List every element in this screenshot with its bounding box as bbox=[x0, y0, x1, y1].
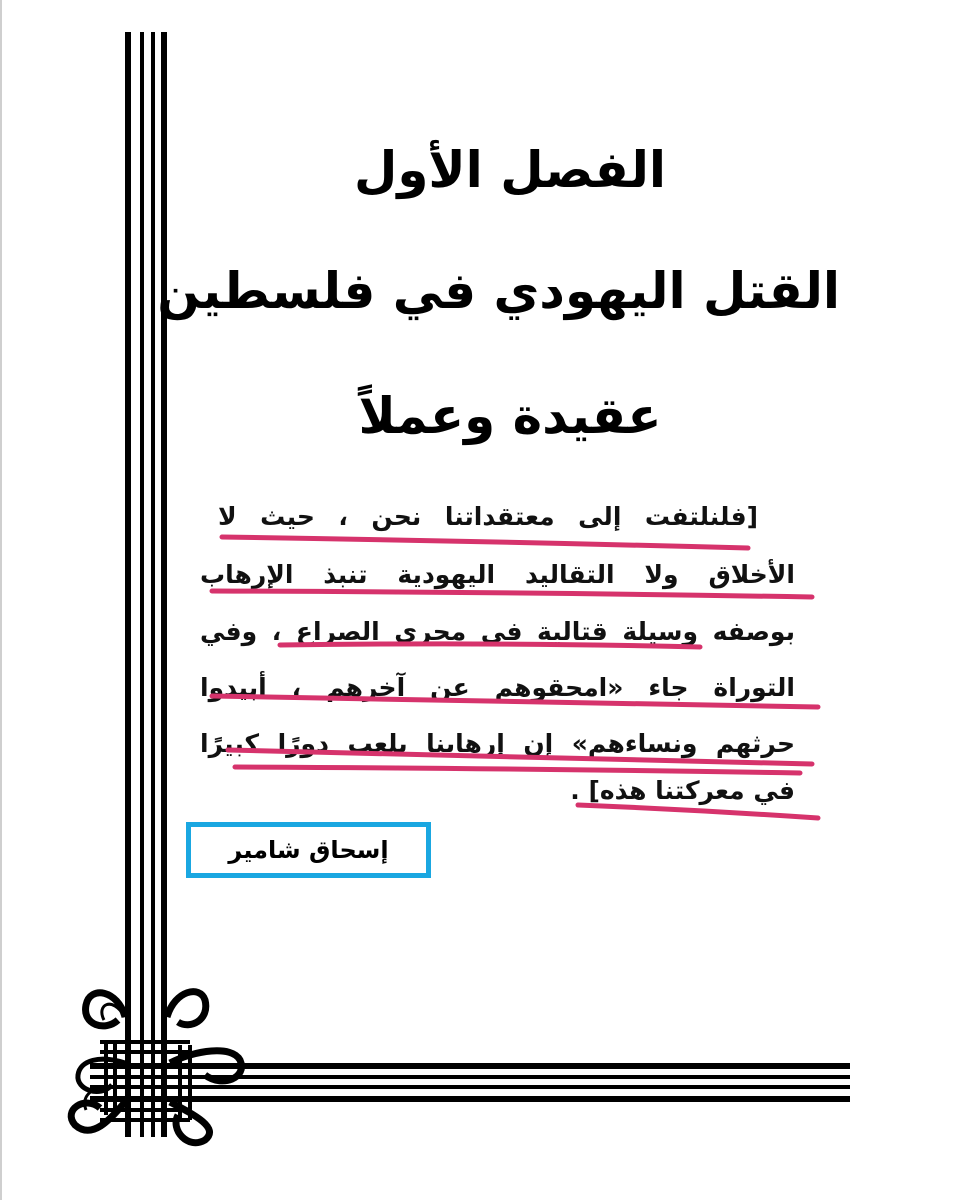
bottom-border-lines bbox=[170, 1063, 850, 1102]
quote-line: الأخلاق ولا التقاليد اليهودية تنبذ الإرهاب bbox=[200, 560, 795, 589]
author-box bbox=[186, 822, 431, 878]
quote-line: حرثهم ونساءهم» إن إرهابنا يلعب دورًا كبيرًا bbox=[200, 729, 795, 758]
chapter-title: القتل اليهودي في فلسطين bbox=[157, 262, 840, 320]
chapter-label: الفصل الأول bbox=[353, 141, 667, 199]
quote-line: في معركتنا هذه] . bbox=[570, 776, 795, 805]
chapter-subtitle: عقيدة وعملاً bbox=[358, 387, 662, 445]
left-border-lines bbox=[125, 32, 167, 1017]
quote-line: بوصفه وسيلة قتالية في مجرى الصراع ، وفي bbox=[200, 617, 795, 646]
author-name: إسحاق شامير bbox=[228, 836, 389, 864]
quote-line: [فلنلتفت إلى معتقداتنا نحن ، حيث لا bbox=[218, 502, 758, 531]
quote-line: التوراة جاء «امحقوهم عن آخرهم ، أبيدوا bbox=[200, 673, 795, 702]
